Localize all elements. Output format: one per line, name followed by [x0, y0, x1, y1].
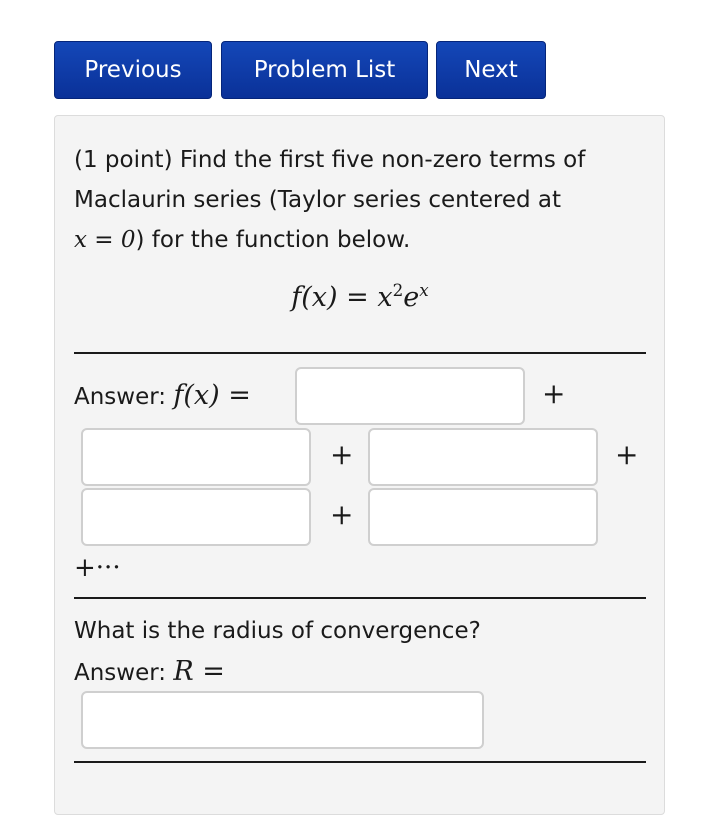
point-value: (1 point): [74, 147, 173, 173]
previous-button[interactable]: Previous: [54, 41, 212, 99]
problem-statement: [74, 140, 649, 260]
next-button[interactable]: Next: [436, 41, 546, 99]
radius-lhs: R =: [173, 656, 225, 687]
problem-list-button[interactable]: Problem List: [221, 41, 428, 99]
series-tail: +···: [74, 553, 121, 583]
term-5-input[interactable]: [368, 488, 598, 546]
plus-sign: +: [330, 438, 354, 471]
function-exponent: 2: [392, 280, 404, 300]
center-expression: x = 0: [74, 227, 136, 253]
function-e-exponent: x: [419, 280, 429, 300]
radius-answer-label: [74, 656, 225, 687]
term-4-input[interactable]: [81, 488, 311, 546]
term-3-input[interactable]: [368, 428, 598, 486]
function-lhs: f(x) =: [291, 282, 369, 313]
radius-question: What is the radius of convergence?: [74, 618, 481, 644]
term-1-input[interactable]: [295, 367, 525, 425]
term-2-input[interactable]: [81, 428, 311, 486]
function-base: x: [377, 282, 393, 313]
answer-label: [74, 380, 251, 411]
statement-line-2: Maclaurin series (Taylor series centered at: [74, 187, 562, 213]
answer-lhs: f(x) =: [173, 380, 251, 411]
statement-line-1: Find the first five non-zero terms of: [179, 147, 586, 173]
answer-label-text: Answer:: [74, 384, 167, 410]
plus-sign: +: [330, 498, 354, 531]
statement-line-3: ) for the function below.: [135, 227, 411, 253]
function-formula: [0, 280, 720, 313]
radius-input[interactable]: [81, 691, 484, 749]
plus-sign: +: [615, 438, 639, 471]
divider-3: [74, 761, 646, 763]
radius-label-text: Answer:: [74, 660, 167, 686]
divider-2: [74, 597, 646, 599]
plus-sign: +: [542, 377, 566, 410]
function-e: e: [403, 282, 420, 313]
divider-1: [74, 352, 646, 354]
